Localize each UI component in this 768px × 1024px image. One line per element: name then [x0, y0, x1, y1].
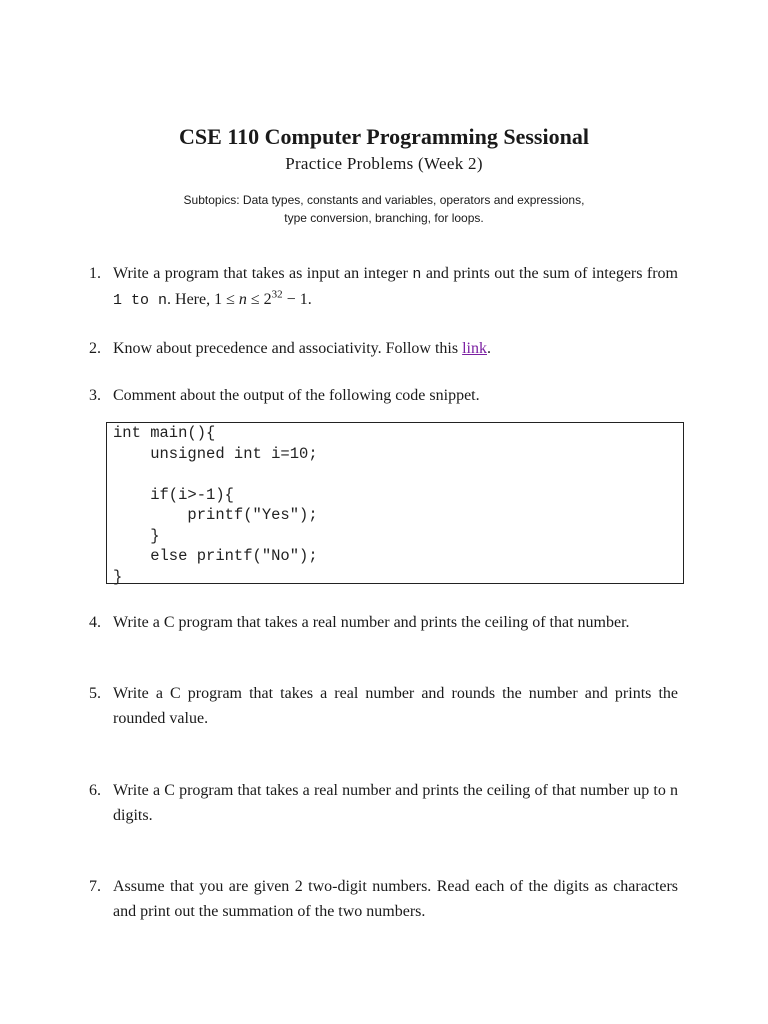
problem-number: 7.: [89, 878, 101, 895]
problem-number: 1.: [89, 265, 101, 282]
code-line: if(i>-1){: [113, 485, 234, 504]
problem-text: Assume that you are given 2 two-digit numbers. Read each of the digits as characters and print out the summation of the two numbers.: [113, 878, 678, 920]
problem-text: Comment about the output of the following code snippet.: [113, 387, 480, 404]
problem-number: 3.: [89, 387, 101, 404]
page-title: CSE 110 Computer Programming Sessional: [179, 124, 589, 149]
code-line: }: [113, 567, 123, 586]
math-inequality: $1 \le n \le 2^{32} - 1$: [214, 288, 308, 308]
problem-text: Write a C program that takes a real number and rounds the number and prints the rounded value.: [113, 685, 678, 727]
problem-number: 5.: [89, 685, 101, 702]
subtopics-line-1: Subtopics: Data types, constants and variables, operators and expressions,: [183, 193, 585, 207]
code-line: [113, 464, 683, 485]
problem-text: Know about precedence and associativity. Follow this link.: [113, 340, 491, 357]
page-subtitle: Practice Problems (Week 2): [285, 154, 483, 173]
problem-text: Write a C program that takes a real number and prints the ceiling of that number up to n digits.: [113, 782, 678, 824]
subtopics: [0, 191, 768, 227]
problem-number: 2.: [89, 340, 101, 357]
code-line: else printf("No");: [113, 547, 318, 565]
problem-7: [89, 874, 678, 924]
problem-1: [89, 261, 678, 313]
code-range: 1 to n: [113, 292, 168, 309]
problem-number: 6.: [89, 782, 101, 799]
problem-number: 4.: [89, 614, 101, 631]
problem-3: [89, 383, 678, 408]
problem-6: [89, 778, 678, 828]
code-snippet-box: [106, 422, 684, 584]
code-n: n: [412, 266, 422, 283]
precedence-link[interactable]: link: [462, 340, 487, 357]
code-line: int main(){: [113, 424, 216, 442]
code-line: printf("Yes");: [113, 506, 318, 524]
code-snippet: [107, 423, 683, 587]
code-line: }: [113, 526, 160, 545]
problem-4: [89, 610, 678, 635]
code-line: unsigned int i=10;: [113, 444, 318, 463]
problem-text: Write a program that takes as input an integer n and prints out the sum of integers from 1 to n. Here, $1 \le n \le 2^{32} - 1$.: [113, 265, 678, 309]
subtopics-line-2: type conversion, branching, for loops.: [284, 211, 484, 225]
problem-5: [89, 681, 678, 731]
problem-text: Write a C program that takes a real number and prints the ceiling of that number.: [113, 614, 630, 631]
problem-2: [89, 336, 678, 361]
